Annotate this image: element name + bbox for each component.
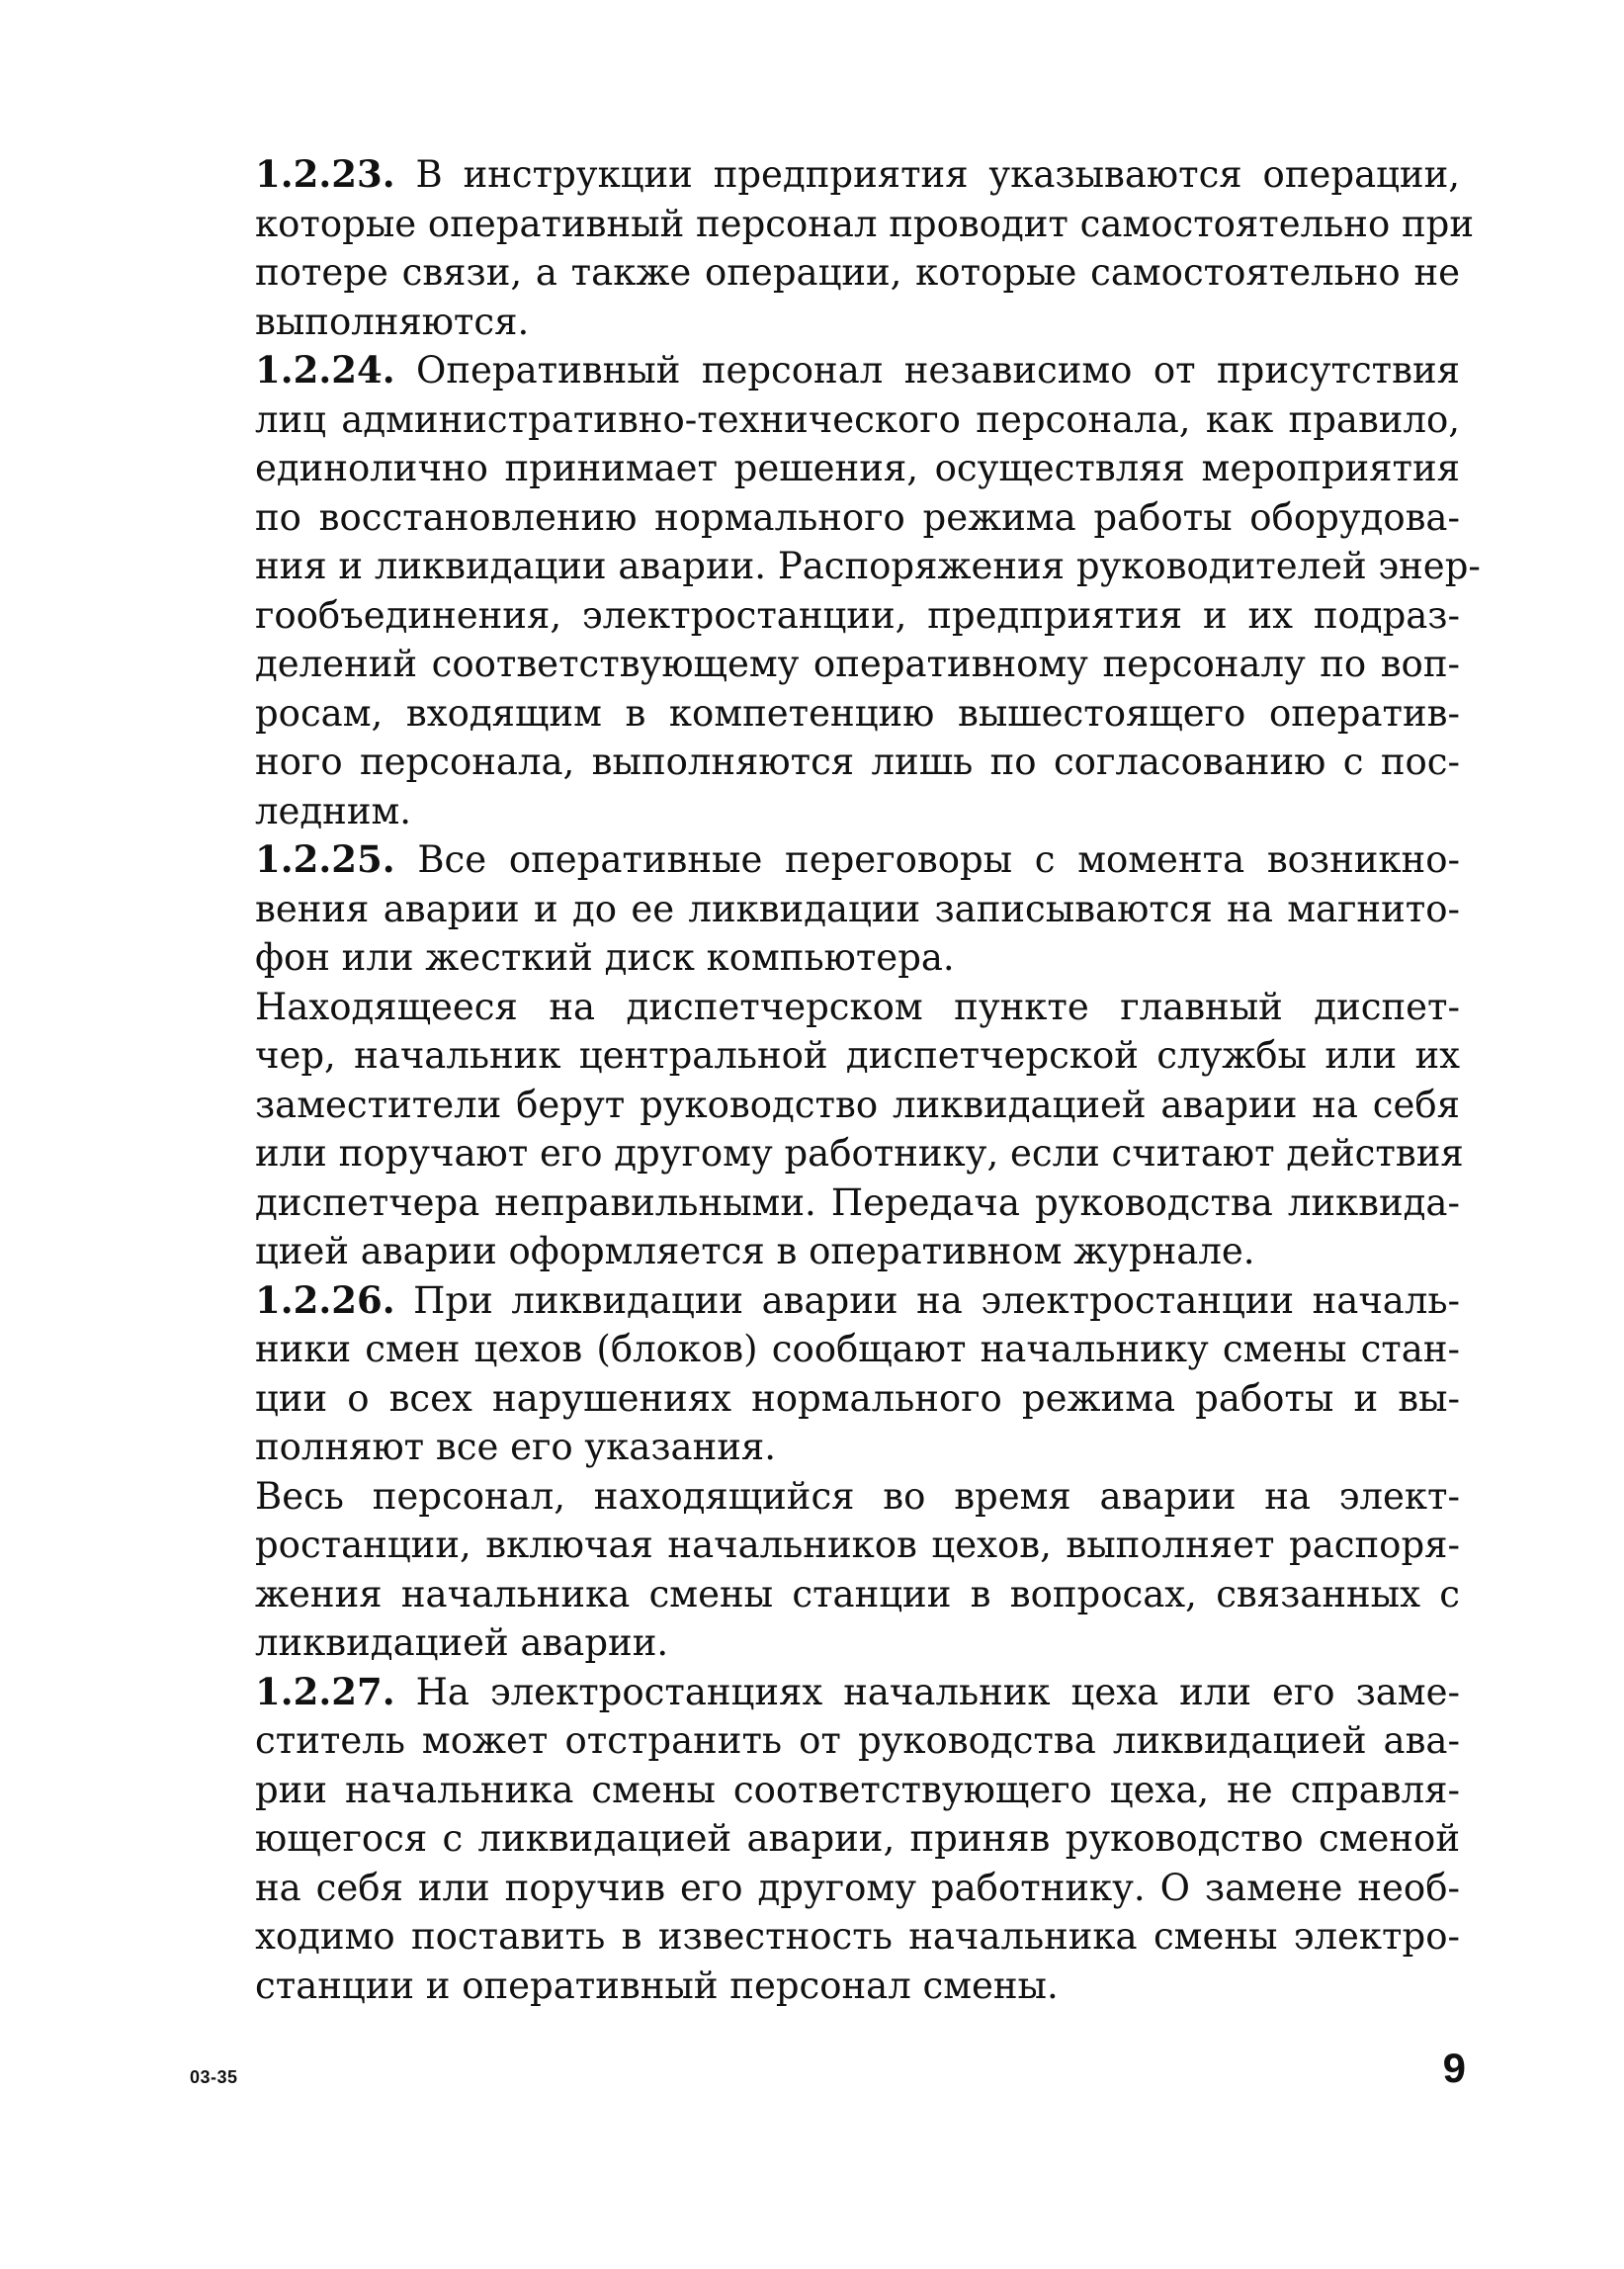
paragraph <box>188 835 1460 983</box>
text-line <box>188 591 1460 641</box>
document-body <box>188 150 1481 2010</box>
text-line <box>188 1668 1460 1717</box>
text-line <box>188 983 1460 1032</box>
line-text: жения начальника смены станции в вопросах, связанных с <box>255 1572 1460 1615</box>
line-text: на себя или поручив его другому работнику. О замене необ- <box>255 1866 1460 1909</box>
text-line <box>188 1716 1460 1766</box>
clause-number: 1.2.23. <box>255 152 395 196</box>
line-text: единолично принимает решения, осуществляя мероприятия <box>255 447 1460 489</box>
text-line <box>188 1081 1460 1130</box>
line-text: заместители берут руководство ликвидацией аварии на себя <box>255 1083 1460 1126</box>
line-text: ходимо поставить в известность начальника смены электро- <box>255 1915 1460 1958</box>
text-line <box>188 787 1460 836</box>
line-text: гообъединения, электростанции, предприятия и их подраз- <box>255 593 1460 637</box>
line-text: вения аварии и до ее ликвидации записываются на магнито- <box>255 887 1460 930</box>
text-line <box>188 1864 1460 1913</box>
text-line <box>188 346 1460 395</box>
line-text: Все оперативные переговоры с момента возникно- <box>394 838 1460 881</box>
text-line <box>188 150 1460 200</box>
line-text: которые оперативный персонал проводит самостоятельно при <box>255 202 1474 245</box>
text-line <box>188 493 1460 543</box>
text-line <box>188 1814 1460 1864</box>
text-line <box>188 1129 1464 1178</box>
text-line <box>188 1570 1460 1619</box>
line-text: На электростанциях начальник цеха или его заме- <box>394 1670 1460 1713</box>
line-text: станции и оперативный персонал смены. <box>255 1964 1059 2007</box>
line-text: по восстановлению нормального режима работы оборудова- <box>255 495 1460 539</box>
paragraph <box>188 1276 1460 1472</box>
text-line <box>188 248 1460 298</box>
line-text: потере связи, а также операции, которые самостоятельно не <box>255 251 1460 294</box>
text-line <box>188 640 1460 689</box>
text-line <box>188 1912 1460 1962</box>
text-line <box>188 1521 1460 1570</box>
line-text: ники смен цехов (блоков) сообщают начальнику смены стан- <box>255 1328 1460 1370</box>
line-text: цией аварии оформляется в оперативном журнале. <box>255 1230 1255 1272</box>
line-text: или поручают его другому работнику, если считают действия <box>255 1132 1464 1175</box>
text-line <box>188 689 1460 739</box>
clause-number: 1.2.24. <box>255 348 395 392</box>
text-line <box>188 444 1460 493</box>
line-text: ледним. <box>255 789 412 832</box>
text-line <box>188 1227 1460 1276</box>
line-text: ющегося с ликвидацией аварии, приняв руководство сменой <box>255 1817 1460 1860</box>
paragraph <box>188 1668 1460 2011</box>
paragraph <box>188 346 1481 835</box>
text-line <box>188 1423 1460 1472</box>
text-line <box>188 1766 1460 1815</box>
text-line <box>188 298 1460 347</box>
text-line <box>188 835 1460 885</box>
line-text: Находящееся на диспетчерском пункте главный диспет- <box>255 985 1460 1028</box>
text-line <box>188 1472 1460 1522</box>
text-line <box>188 1325 1460 1374</box>
text-line <box>188 1374 1460 1424</box>
text-line <box>188 933 1460 983</box>
clause-number: 1.2.27. <box>255 1669 395 1713</box>
text-line <box>188 542 1481 591</box>
line-text: Весь персонал, находящийся во время аварии на элект- <box>255 1474 1460 1518</box>
clause-number: 1.2.25. <box>255 837 395 881</box>
line-text: диспетчера неправильными. Передача руководства ликвида- <box>255 1180 1460 1224</box>
clause-number: 1.2.26. <box>255 1277 395 1322</box>
line-text: делений соответствующему оперативному персоналу по воп- <box>255 643 1460 685</box>
line-text: росам, входящим в компетенцию вышестоящего оператив- <box>255 691 1460 735</box>
line-text: полняют все его указания. <box>255 1426 777 1468</box>
line-text: фон или жесткий диск компьютера. <box>255 936 955 979</box>
line-text: рии начальника смены соответствующего цеха, не справля- <box>255 1768 1460 1811</box>
paragraph <box>188 983 1464 1276</box>
line-text: ститель может отстранить от руководства ликвидацией ава- <box>255 1719 1460 1762</box>
line-text: ного персонала, выполняются лишь по согласованию с пос- <box>255 741 1460 783</box>
text-line <box>188 1962 1460 2011</box>
line-text: ния и ликвидации аварии. Распоряжения руководителей энер- <box>255 545 1481 587</box>
line-text: В инструкции предприятия указываются операции, <box>394 153 1460 196</box>
text-line <box>188 1276 1460 1326</box>
paragraph <box>188 1472 1460 1668</box>
text-line <box>188 1178 1460 1228</box>
text-line <box>188 200 1474 249</box>
line-text: ции о всех нарушениях нормального режима работы и вы- <box>255 1376 1460 1420</box>
line-text: При ликвидации аварии на электростанции началь- <box>394 1278 1460 1322</box>
text-line <box>188 885 1460 934</box>
paragraph <box>188 150 1474 346</box>
print-code: 03-35 <box>190 2067 238 2087</box>
line-text: выполняются. <box>255 300 530 343</box>
page-number: 9 <box>1442 2045 1466 2091</box>
line-text: чер, начальник центральной диспетчерской службы или их <box>255 1034 1460 1077</box>
text-line <box>188 1031 1460 1081</box>
line-text: лиц административно-технического персонала, как правило, <box>255 397 1460 441</box>
line-text: ликвидацией аварии. <box>255 1621 669 1664</box>
text-line <box>188 395 1460 445</box>
line-text: Оперативный персонал независимо от присутствия <box>394 349 1460 392</box>
line-text: ростанции, включая начальников цехов, выполняет распоря- <box>255 1524 1460 1566</box>
text-line <box>188 1618 1460 1668</box>
text-line <box>188 738 1460 787</box>
